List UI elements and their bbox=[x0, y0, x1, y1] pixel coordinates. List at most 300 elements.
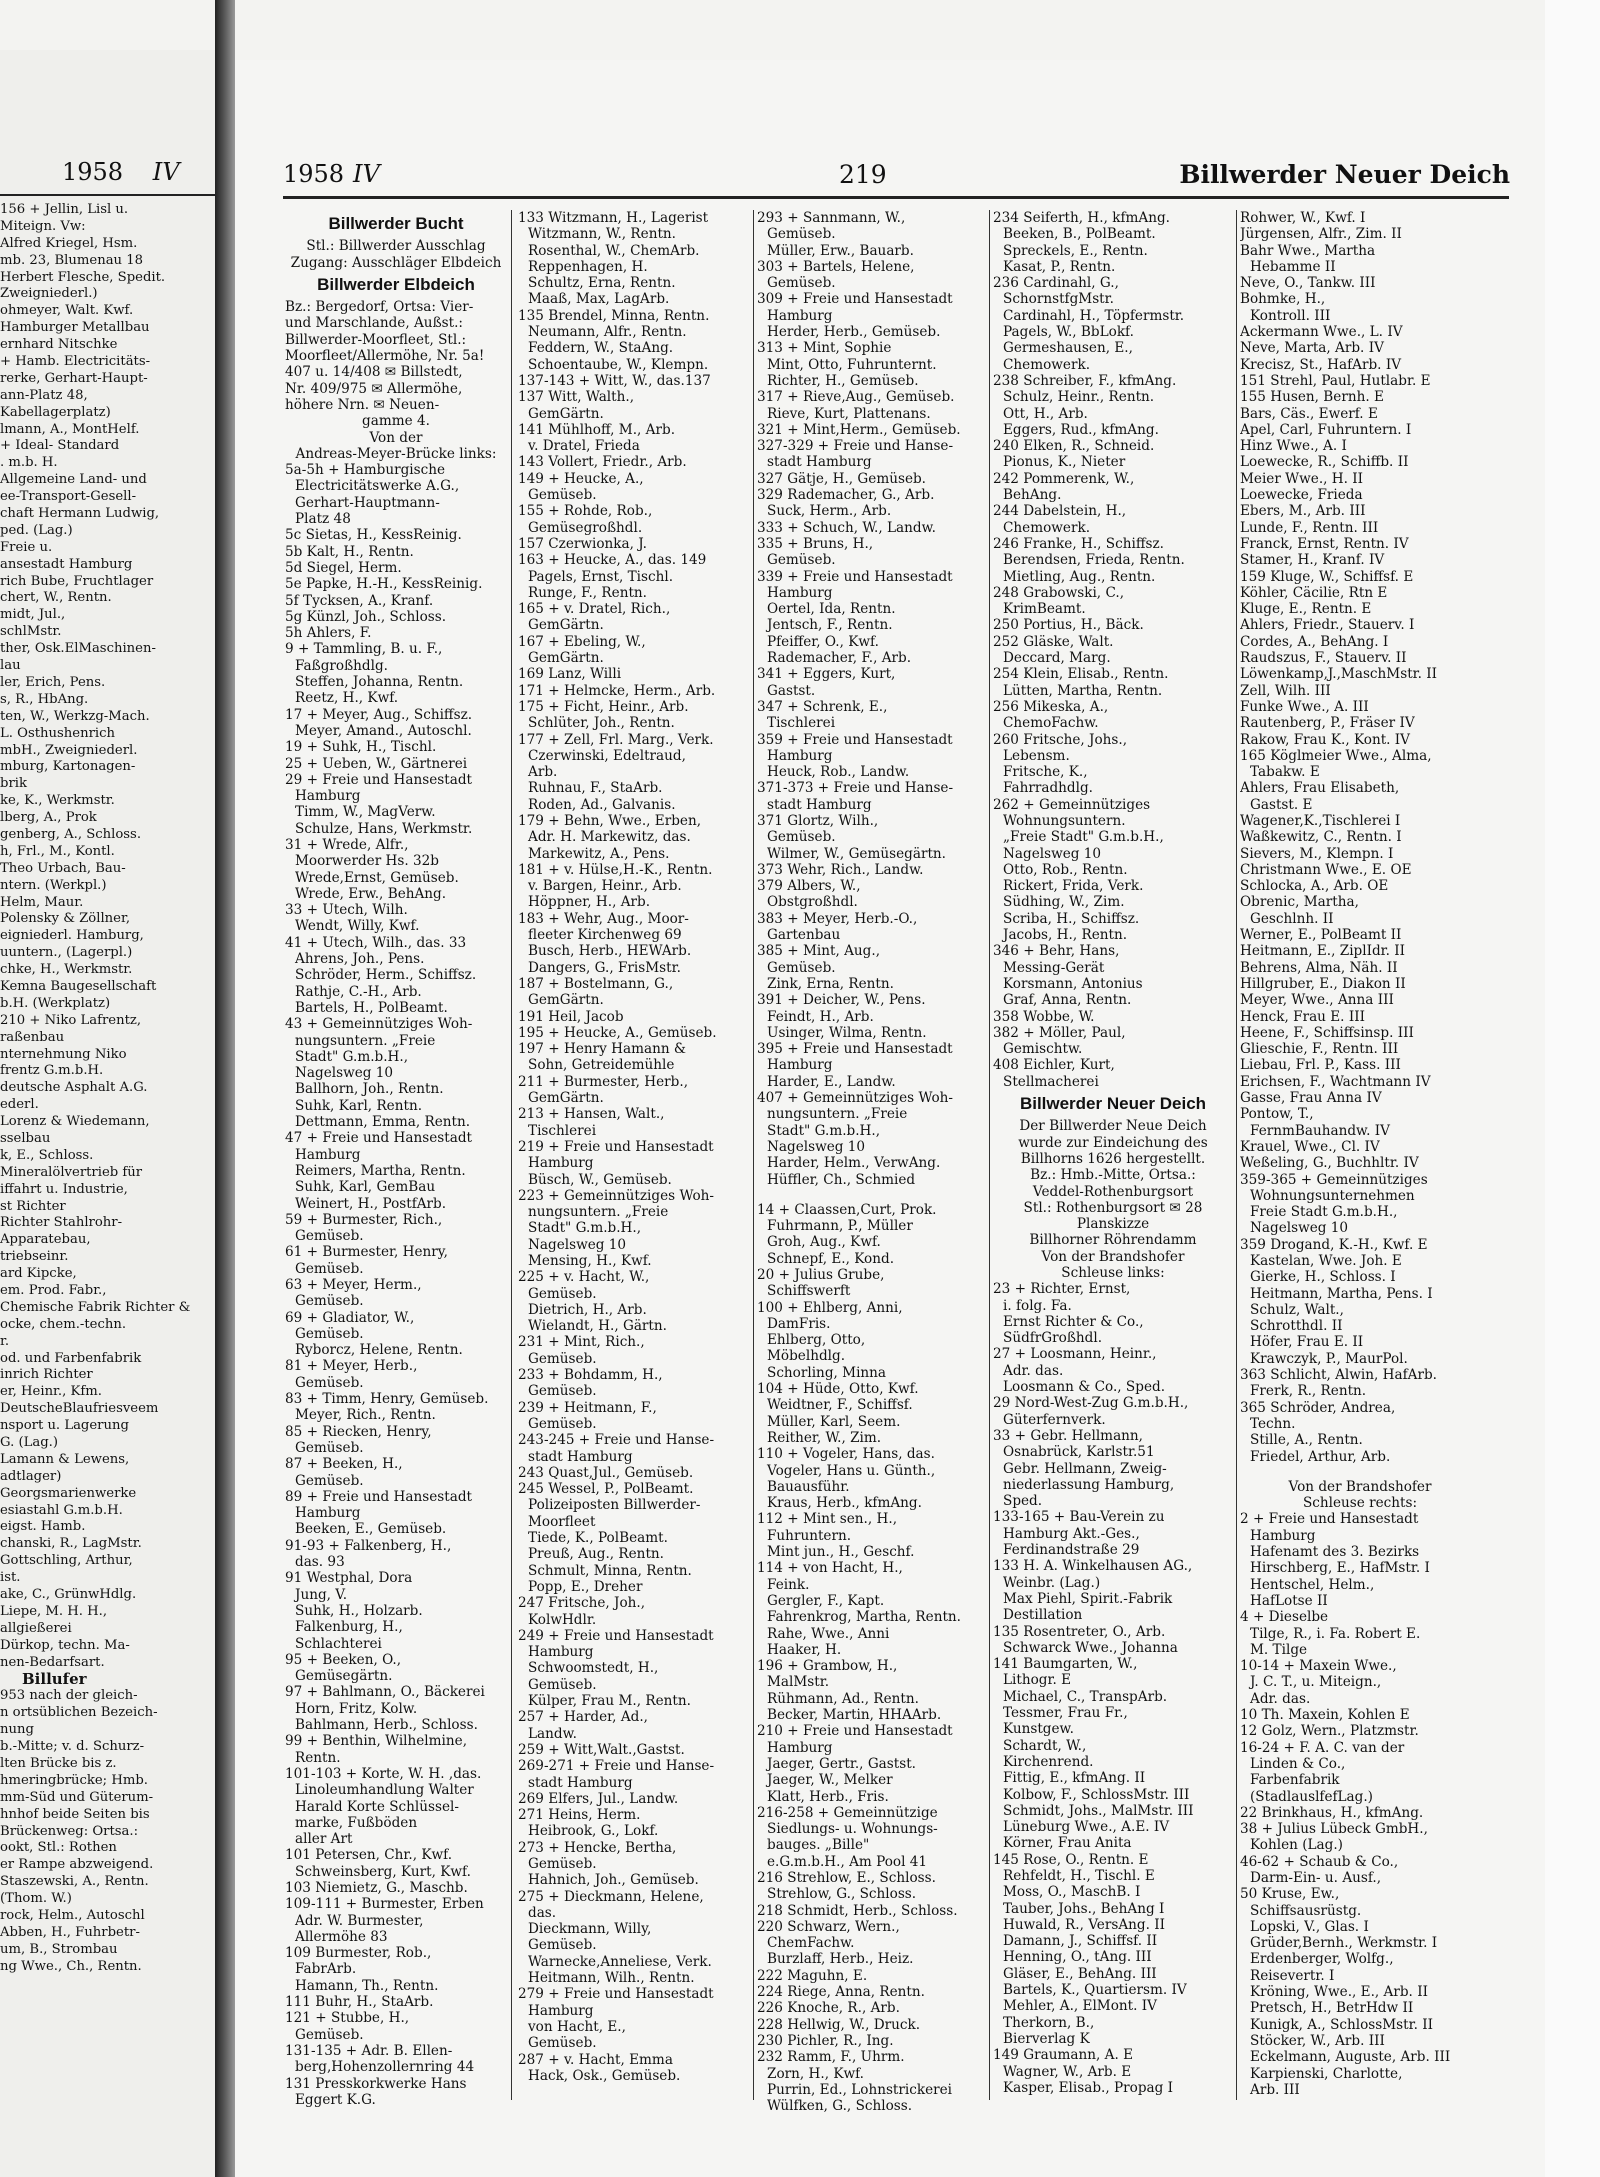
directory-entry: Fahrradhdlg. bbox=[1003, 780, 1093, 797]
directory-entry: Schrotthdl. II bbox=[1250, 1318, 1343, 1335]
directory-entry: Scriba, H., Schiffsz. bbox=[1003, 910, 1140, 927]
directory-entry: Hahnich, Joh., Gemüseb. bbox=[528, 1872, 699, 1889]
directory-entry: Nr. 409/975 ✉ Allermöhe, bbox=[285, 380, 463, 397]
directory-entry: 179 + Behn, Wwe., Erben, bbox=[518, 812, 702, 829]
directory-entry: Tabakw. E bbox=[1250, 764, 1320, 781]
column-divider bbox=[753, 210, 754, 2100]
directory-entry: 359-365 + Gemeinnütziges bbox=[1240, 1171, 1428, 1188]
directory-entry: Moorwerder Hs. 32b bbox=[295, 853, 440, 870]
directory-entry: 383 + Meyer, Herb.-O., bbox=[757, 910, 918, 927]
directory-entry: 382 + Möller, Paul, bbox=[993, 1024, 1126, 1041]
directory-entry: 20 + Julius Grube, bbox=[757, 1267, 885, 1283]
directory-entry: 273 + Hencke, Bertha, bbox=[518, 1839, 677, 1856]
directory-entry: Haaker, H. bbox=[767, 1641, 842, 1658]
directory-entry: 303 + Bartels, Helene, bbox=[757, 258, 915, 275]
directory-entry: 329 Rademacher, G., Arb. bbox=[757, 487, 935, 504]
directory-entry: Billwerder-Moorfleet, Stl.: bbox=[285, 331, 467, 348]
directory-entry: Warnecke,Anneliese, Verk. bbox=[528, 1953, 712, 1970]
directory-entry: 327-329 + Freie und Hanse- bbox=[757, 438, 954, 455]
directory-entry: 5c Sietas, H., KessReinig. bbox=[285, 527, 462, 544]
directory-line: lberg, A., Prok bbox=[0, 810, 97, 826]
directory-entry: Lüneburg Wwe., A.E. IV bbox=[1003, 1819, 1170, 1836]
directory-entry: Busch, Herb., HEWArb. bbox=[528, 943, 692, 960]
directory-entry: Loewecke, Frieda bbox=[1240, 487, 1363, 504]
directory-entry: Rehfeldt, H., Tischl. E bbox=[1003, 1867, 1155, 1884]
directory-entry: 231 + Mint, Rich., bbox=[518, 1334, 645, 1351]
directory-entry: 33 + Utech, Wilh. bbox=[285, 902, 408, 919]
directory-entry: 211 + Burmester, Herb., bbox=[518, 1073, 689, 1090]
directory-entry: 104 + Hüde, Otto, Kwf. bbox=[757, 1381, 919, 1398]
directory-entry: Pagels, Ernst, Tischl. bbox=[528, 568, 674, 585]
directory-column-4 bbox=[993, 210, 1233, 2096]
directory-line: ernhard Nitschke bbox=[0, 337, 118, 353]
directory-entry: Gemüseb. bbox=[528, 487, 597, 504]
directory-entry: 385 + Mint, Aug., bbox=[757, 943, 881, 960]
directory-entry: Suhk, Karl, GemBau bbox=[295, 1179, 436, 1196]
directory-entry: Kolbow, F., SchlossMstr. III bbox=[1003, 1786, 1190, 1803]
directory-entry: 5d Siegel, Herm. bbox=[285, 559, 402, 576]
directory-entry: 29 + Freie und Hansestadt bbox=[285, 771, 472, 788]
directory-entry: Ruhnau, F., StaArb. bbox=[528, 780, 663, 797]
directory-entry: Feddern, W., StaAng. bbox=[528, 340, 674, 357]
directory-entry: Zell, Wilh. III bbox=[1240, 682, 1331, 699]
directory-entry: Feink. bbox=[767, 1576, 810, 1593]
directory-entry: Ahlers, Friedr., Stauerv. I bbox=[1240, 617, 1415, 634]
directory-entry: Graf, Anna, Rentn. bbox=[1003, 992, 1132, 1009]
directory-entry: 220 Schwarz, Wern., bbox=[757, 1918, 900, 1935]
directory-entry: Harald Korte Schlüssel- bbox=[295, 1798, 459, 1815]
directory-entry: Hamburg Akt.-Ges., bbox=[1003, 1525, 1140, 1542]
directory-entry: 260 Fritsche, Johs., bbox=[993, 731, 1128, 748]
directory-entry: M. Tilge bbox=[1250, 1641, 1308, 1658]
left-page-header bbox=[62, 158, 180, 186]
directory-entry: 287 + v. Hacht, Emma bbox=[518, 2051, 673, 2068]
directory-entry: 313 + Mint, Sophie bbox=[757, 340, 892, 357]
directory-entry: Siedlungs- u. Wohnungs- bbox=[767, 1821, 938, 1838]
directory-entry: Schmidt, Johs., MalMstr. III bbox=[1003, 1802, 1194, 1819]
directory-entry: 371 Glortz, Wilh., bbox=[757, 812, 879, 829]
directory-column-2 bbox=[518, 210, 750, 2084]
directory-line: + Hamb. Electricitäts- bbox=[0, 354, 151, 370]
directory-line: Mineralölvertrieb für bbox=[0, 1164, 143, 1180]
directory-entry: Heitmann, E., ZiplIdr. II bbox=[1240, 943, 1406, 960]
directory-line: nternehmung Niko bbox=[0, 1046, 127, 1062]
directory-entry: Heuck, Rob., Landw. bbox=[767, 764, 910, 781]
directory-entry: Werner, E., PolBeamt II bbox=[1240, 927, 1402, 944]
directory-entry: Waßkewitz, C., Rentn. I bbox=[1240, 829, 1402, 846]
directory-entry: Stamer, H., Kranf. IV bbox=[1240, 552, 1385, 569]
directory-line: + Ideal- Standard bbox=[0, 438, 120, 454]
directory-entry: Linoleumhandlung Walter bbox=[295, 1782, 474, 1799]
directory-line: allgießerei bbox=[0, 1620, 72, 1636]
directory-line: mb. 23, Blumenau 18 bbox=[0, 252, 144, 268]
directory-entry: 197 + Henry Hamann & bbox=[518, 1041, 687, 1058]
directory-entry: 5f Tycksen, A., Kranf. bbox=[285, 592, 434, 609]
directory-entry: 365 Schröder, Andrea, bbox=[1240, 1399, 1396, 1416]
directory-entry: Zorn, H., Kwf. bbox=[767, 2065, 865, 2082]
directory-entry: Gemüseb. bbox=[528, 1350, 597, 1367]
directory-entry: Mehler, A., ElMont. IV bbox=[1003, 1998, 1157, 2015]
right-page bbox=[235, 60, 1545, 2177]
directory-line: schlMstr. bbox=[0, 624, 62, 640]
directory-line: h, Frl., M., Kontl. bbox=[0, 843, 115, 859]
directory-entry: Heitmann, Martha, Pens. I bbox=[1250, 1285, 1433, 1302]
directory-entry: Stadt" G.m.b.H., bbox=[767, 1122, 881, 1139]
directory-line: ntern. (Werkpl.) bbox=[0, 877, 107, 893]
directory-entry: Hebamme II bbox=[1250, 258, 1336, 275]
directory-entry: Feindt, H., Arb. bbox=[767, 1008, 874, 1025]
directory-entry: 27 + Loosmann, Heinr., bbox=[993, 1346, 1157, 1363]
directory-entry: Rohwer, W., Kwf. I bbox=[1240, 210, 1366, 226]
directory-entry: 233 + Bohdamm, H., bbox=[518, 1367, 663, 1384]
directory-entry: Hamburg bbox=[295, 1146, 361, 1163]
directory-entry: Strehlow, G., Schloss. bbox=[767, 1886, 917, 1903]
directory-entry: Rakow, Frau K., Kont. IV bbox=[1240, 731, 1410, 748]
directory-entry: i. folg. Fa. bbox=[1003, 1297, 1072, 1314]
directory-line: Herbert Flesche, Spedit. bbox=[0, 269, 166, 285]
directory-entry: 252 Gläske, Walt. bbox=[993, 633, 1114, 650]
directory-entry: Pagels, W., BbLokf. bbox=[1003, 324, 1134, 341]
directory-entry: 121 + Stubbe, H., bbox=[285, 2010, 410, 2027]
directory-entry: Apel, Carl, Fuhruntern. I bbox=[1240, 421, 1412, 438]
directory-line: mm-Süd und Güterum- bbox=[0, 1789, 154, 1805]
directory-entry: Fuhrmann, P., Müller bbox=[767, 1218, 913, 1235]
directory-entry: Funke Wwe., A. III bbox=[1240, 698, 1369, 715]
directory-entry: Adr. H. Markewitz, das. bbox=[528, 829, 691, 846]
directory-entry: Schweinsberg, Kurt, Kwf. bbox=[295, 1863, 471, 1880]
directory-entry: Weinbr. (Lag.) bbox=[1003, 1574, 1101, 1591]
directory-entry: Gemüseb. bbox=[528, 1415, 597, 1432]
directory-line: frentz G.m.b.H. bbox=[0, 1063, 104, 1079]
directory-line: Zweigniederl.) bbox=[0, 286, 98, 302]
directory-entry: Tischlerei bbox=[767, 715, 836, 732]
directory-entry: GemGärtn. bbox=[528, 1090, 604, 1107]
directory-line: lau bbox=[0, 658, 21, 674]
directory-entry: 256 Mikeska, A., bbox=[993, 698, 1109, 715]
directory-line: midt, Jul., bbox=[0, 607, 66, 623]
directory-entry: KrimBeamt. bbox=[1003, 601, 1086, 618]
directory-entry: Klatt, Herb., Fris. bbox=[767, 1788, 889, 1805]
directory-entry: Wagener,K.,Tischlerei I bbox=[1240, 812, 1401, 829]
directory-entry: 191 Heil, Jacob bbox=[518, 1008, 624, 1025]
directory-line: chke, H., Werkmstr. bbox=[0, 962, 133, 978]
directory-entry: v. Bargen, Heinr., Arb. bbox=[528, 878, 682, 895]
directory-entry: Pontow, T., bbox=[1240, 1106, 1314, 1123]
directory-entry: Jung, V. bbox=[295, 1586, 348, 1603]
directory-entry: 309 + Freie und Hansestadt bbox=[757, 291, 953, 308]
directory-entry: 5h Ahlers, F. bbox=[285, 625, 372, 642]
directory-entry: Fahrenkrog, Martha, Rentn. bbox=[767, 1609, 961, 1626]
directory-entry: 234 Seiferth, H., kfmAng. bbox=[993, 210, 1170, 226]
directory-entry: das. bbox=[528, 1904, 557, 1921]
directory-entry: Kluge, E., Rentn. E bbox=[1240, 601, 1372, 618]
directory-entry: Deccard, Marg. bbox=[1003, 650, 1111, 667]
directory-line: od. und Farbenfabrik bbox=[0, 1350, 142, 1366]
directory-line: chanski, R., LagMstr. bbox=[0, 1536, 142, 1552]
directory-entry: ChemFachw. bbox=[767, 1935, 855, 1952]
directory-entry: 114 + von Hacht, H., bbox=[757, 1560, 903, 1577]
directory-entry: Hamburg bbox=[767, 307, 833, 324]
directory-entry: Heitmann, Wilh., Rentn. bbox=[528, 1970, 695, 1987]
directory-entry: 358 Wobbe, W. bbox=[993, 1008, 1095, 1025]
directory-line: Kemna Baugesellschaft bbox=[0, 978, 157, 994]
directory-entry: 257 + Harder, Ad., bbox=[518, 1709, 648, 1726]
directory-entry: Burzlaff, Herb., Heiz. bbox=[767, 1951, 914, 1968]
directory-entry: Der Billwerder Neue Deich bbox=[1019, 1118, 1207, 1135]
section-heading: Billwerder Neuer Deich bbox=[1019, 1096, 1207, 1113]
directory-entry: Von der Brandshofer bbox=[1288, 1478, 1432, 1495]
directory-line: um, B., Strombau bbox=[0, 1941, 118, 1957]
directory-entry: Höppner, H., Arb. bbox=[528, 894, 651, 911]
directory-entry: Hillgruber, E., Diakon II bbox=[1240, 975, 1406, 992]
directory-entry: Stl.: Billwerder Ausschlag bbox=[306, 238, 486, 255]
directory-entry: 169 Lanz, Willi bbox=[518, 666, 622, 683]
column-divider bbox=[989, 210, 990, 2100]
directory-entry: 230 Pichler, R., Ing. bbox=[757, 2032, 894, 2049]
directory-entry: 12 Golz, Wern., Platzmstr. bbox=[1240, 1723, 1419, 1740]
directory-entry: Techn. bbox=[1250, 1415, 1296, 1432]
directory-entry: Hamann, Th., Rentn. bbox=[295, 1977, 439, 1994]
directory-entry: GemGärtn. bbox=[528, 992, 604, 1009]
directory-line: Staszewski, A., Rentn. bbox=[0, 1874, 149, 1890]
directory-line: Helm, Maur. bbox=[0, 894, 84, 910]
directory-line: Liepe, M. H. H., bbox=[0, 1603, 108, 1619]
directory-entry: 2 + Freie und Hansestadt bbox=[1240, 1511, 1419, 1528]
directory-entry: Ballhorn, Joh., Rentn. bbox=[295, 1081, 444, 1098]
directory-entry: Meyer, Rich., Rentn. bbox=[295, 1407, 436, 1424]
directory-entry: aller Art bbox=[295, 1831, 353, 1848]
directory-entry: Dettmann, Emma, Rentn. bbox=[295, 1114, 471, 1131]
directory-entry: 395 + Freie und Hansestadt bbox=[757, 1041, 953, 1058]
directory-entry: 5e Papke, H.-H., KessReinig. bbox=[285, 576, 483, 593]
directory-entry: Gemüseb. bbox=[767, 552, 836, 569]
directory-line: n ortsüblichen Bezeich- bbox=[0, 1705, 158, 1721]
directory-entry: Cordes, A., BehAng. I bbox=[1240, 633, 1389, 650]
directory-entry: Liebau, Frl. P., Kass. III bbox=[1240, 1057, 1401, 1074]
directory-entry: Eggers, Rud., kfmAng. bbox=[1003, 421, 1159, 438]
directory-entry: Jaeger, Gertr., Gastst. bbox=[767, 1755, 916, 1772]
directory-entry: Richter, H., Gemüseb. bbox=[767, 372, 919, 389]
page-edge bbox=[1545, 0, 1600, 2177]
directory-entry: Glieschie, F., Rentn. III bbox=[1240, 1041, 1399, 1058]
directory-entry: 110 + Vogeler, Hans, das. bbox=[757, 1446, 935, 1463]
directory-entry: Hamburg bbox=[295, 1505, 361, 1522]
directory-entry: 69 + Gladiator, W., bbox=[285, 1309, 415, 1326]
directory-entry: 43 + Gemeinnütziges Woh- bbox=[285, 1016, 473, 1033]
directory-line: nen-Bedarfsart. bbox=[0, 1654, 105, 1670]
directory-entry: Bohmke, H., bbox=[1240, 291, 1326, 308]
directory-line: ohmeyer, Walt. Kwf. bbox=[0, 303, 134, 319]
directory-entry: Chemowerk. bbox=[1003, 356, 1091, 373]
directory-entry: Bierverlag K bbox=[1003, 2030, 1090, 2047]
directory-entry: 242 Pommerenk, W., bbox=[993, 470, 1135, 487]
directory-line: ederl. bbox=[0, 1097, 39, 1113]
directory-entry: Dietrich, H., Arb. bbox=[528, 1301, 647, 1318]
directory-entry: Becker, Martin, HHAArb. bbox=[767, 1707, 942, 1724]
directory-entry: Ernst Richter & Co., bbox=[1003, 1313, 1144, 1330]
directory-entry: 228 Hellwig, W., Druck. bbox=[757, 2016, 921, 2033]
directory-entry: Neve, Marta, Arb. IV bbox=[1240, 340, 1384, 357]
directory-entry: Tessmer, Frau Fr., bbox=[1003, 1705, 1128, 1722]
directory-entry: Reppenhagen, H. bbox=[528, 258, 648, 275]
directory-entry: Gemüseb. bbox=[528, 1937, 597, 1954]
directory-entry: Schiffsausrüstg. bbox=[1250, 1902, 1362, 1919]
section-heading: Billwerder Bucht bbox=[328, 216, 464, 233]
directory-entry: e.G.m.b.H., Am Pool 41 bbox=[767, 1853, 928, 1870]
directory-entry: 247 Fritsche, Joh., bbox=[518, 1595, 646, 1612]
directory-line: (Thom. W.) bbox=[0, 1891, 72, 1907]
directory-entry: 133-165 + Bau-Verein zu bbox=[993, 1509, 1165, 1526]
directory-entry: Gartenbau bbox=[767, 927, 841, 944]
directory-entry: Chemowerk. bbox=[1003, 519, 1091, 536]
directory-entry: Nagelsweg 10 bbox=[528, 1236, 627, 1253]
directory-line: ng Wwe., Ch., Rentn. bbox=[0, 1958, 142, 1974]
directory-entry: Korsmann, Antonius bbox=[1003, 975, 1143, 992]
directory-entry: Tilge, R., i. Fa. Robert E. bbox=[1250, 1625, 1421, 1642]
directory-entry: Gemüseb. bbox=[528, 1383, 597, 1400]
directory-entry: Gläser, E., BehAng. III bbox=[1003, 1965, 1157, 1982]
directory-entry: Frerk, R., Rentn. bbox=[1250, 1383, 1367, 1400]
directory-entry: Schardt, W., bbox=[1003, 1737, 1087, 1754]
directory-entry: 109-111 + Burmester, Erben bbox=[285, 1896, 484, 1913]
directory-entry: 210 + Freie und Hansestadt bbox=[757, 1723, 953, 1740]
directory-line: adtlager) bbox=[0, 1468, 62, 1484]
directory-entry: BehAng. bbox=[1003, 487, 1062, 504]
directory-line: Lorenz & Wiedemann, bbox=[0, 1114, 150, 1130]
directory-entry: 254 Klein, Elisab., Rentn. bbox=[993, 666, 1169, 683]
directory-entry: Rickert, Frida, Verk. bbox=[1003, 878, 1144, 895]
directory-line: Dürkop, techn. Ma- bbox=[0, 1637, 130, 1653]
directory-column-1 bbox=[285, 210, 507, 2108]
directory-entry: Schwarck Wwe., Johanna bbox=[1003, 1639, 1178, 1656]
directory-line: Kabellagerplatz) bbox=[0, 404, 111, 420]
directory-entry: Erdenberger, Wolfg., bbox=[1250, 1951, 1394, 1968]
directory-entry: 149 Graumann, A. E bbox=[993, 2047, 1134, 2064]
directory-entry: 279 + Freie und Hansestadt bbox=[518, 1986, 714, 2003]
directory-entry: Bartels, H., PolBeamt. bbox=[295, 999, 448, 1016]
directory-line: rerke, Gerhart-Haupt- bbox=[0, 370, 148, 386]
directory-entry: Pfeiffer, O., Kwf. bbox=[767, 633, 879, 650]
directory-entry: DamFris. bbox=[767, 1315, 831, 1332]
directory-entry: das. 93 bbox=[295, 1554, 345, 1571]
directory-entry: J. C. T., u. Miteign., bbox=[1250, 1674, 1382, 1691]
directory-entry: Pretsch, H., BetrHdw II bbox=[1250, 2000, 1414, 2017]
directory-entry: Rosenthal, W., ChemArb. bbox=[528, 242, 700, 259]
directory-line: eigst. Hamb. bbox=[0, 1519, 86, 1535]
directory-entry: Rautenberg, P., Fräser IV bbox=[1240, 715, 1415, 732]
directory-entry: nungsuntern. „Freie bbox=[528, 1204, 669, 1221]
left-page bbox=[0, 50, 216, 2177]
directory-entry: Güterfernverk. bbox=[1003, 1411, 1106, 1428]
directory-entry: Von der Brandshofer bbox=[1041, 1248, 1185, 1265]
directory-entry: Oertel, Ida, Rentn. bbox=[767, 601, 896, 618]
directory-entry: Hüffler, Ch., Schmied bbox=[767, 1171, 916, 1188]
directory-entry: Ferdinandstraße 29 bbox=[1003, 1542, 1140, 1559]
directory-line: sselbau bbox=[0, 1130, 51, 1146]
directory-entry: 333 + Schuch, W., Landw. bbox=[757, 519, 936, 536]
directory-entry: Sohn, Getreidemühle bbox=[528, 1057, 675, 1074]
directory-entry: Hentschel, Helm., bbox=[1250, 1576, 1375, 1593]
directory-entry: stadt Hamburg bbox=[528, 1774, 633, 1791]
directory-entry: fleeter Kirchenweg 69 bbox=[528, 927, 682, 944]
directory-entry: Schleuse links: bbox=[1061, 1265, 1165, 1281]
directory-entry: 50 Kruse, Ew., bbox=[1240, 1886, 1340, 1903]
directory-entry: 59 + Burmester, Rich., bbox=[285, 1211, 443, 1228]
directory-line: 953 nach der gleich- bbox=[0, 1688, 138, 1704]
directory-line: rock, Helm., Autoschl bbox=[0, 1907, 145, 1923]
left-page-entries bbox=[0, 202, 215, 1976]
directory-line: lmann, A., MontHelf. bbox=[0, 421, 140, 437]
directory-entry: Kasat, P., Rentn. bbox=[1003, 258, 1116, 275]
directory-entry: Ebers, M., Arb. III bbox=[1240, 503, 1366, 520]
directory-entry: 141 Mühlhoff, M., Arb. bbox=[518, 421, 676, 438]
directory-entry: 379 Albers, W., bbox=[757, 878, 861, 895]
directory-entry: Hamburg bbox=[767, 1739, 833, 1756]
directory-entry: 83 + Timm, Henry, Gemüseb. bbox=[285, 1391, 489, 1408]
directory-entry: Gierke, H., Schloss. I bbox=[1250, 1269, 1396, 1286]
directory-entry: 167 + Ebeling, W., bbox=[518, 633, 646, 650]
directory-entry: Rahe, Wwe., Anni bbox=[767, 1625, 890, 1642]
directory-line: Allgemeine Land- und bbox=[0, 472, 147, 488]
directory-entry: Krecisz, St., HafArb. IV bbox=[1240, 356, 1402, 373]
directory-entry: 145 Rose, O., Rentn. E bbox=[993, 1851, 1149, 1868]
directory-entry: stadt Hamburg bbox=[767, 454, 872, 471]
directory-entry: Jürgensen, Alfr., Zim. II bbox=[1240, 226, 1402, 243]
directory-line: 210 + Niko Lafrentz, bbox=[0, 1012, 142, 1028]
directory-line: k, E., Schloss. bbox=[0, 1147, 94, 1163]
directory-line: Apparatebau, bbox=[0, 1232, 91, 1248]
directory-entry: Schulz, Walt., bbox=[1250, 1301, 1344, 1318]
directory-entry: Sped. bbox=[1003, 1493, 1043, 1510]
directory-line: genberg, A., Schloss. bbox=[0, 826, 142, 842]
directory-entry: Markewitz, A., Pens. bbox=[528, 845, 670, 862]
directory-entry: 239 + Heitmann, F., bbox=[518, 1399, 657, 1416]
directory-entry: Reimers, Martha, Rentn. bbox=[295, 1162, 466, 1179]
directory-entry: 25 + Ueben, W., Gärtnerei bbox=[285, 755, 468, 772]
directory-entry: 275 + Dieckmann, Helene, bbox=[518, 1888, 704, 1905]
directory-entry: 133 Witzmann, H., Lagerist bbox=[518, 210, 709, 226]
directory-entry: 135 Rosentreter, O., Arb. bbox=[993, 1623, 1166, 1640]
directory-entry: 250 Portius, H., Bäck. bbox=[993, 617, 1144, 634]
directory-line: chert, W., Rentn. bbox=[0, 590, 112, 606]
directory-entry: v. Dratel, Frieda bbox=[528, 438, 640, 455]
directory-entry: Suhk, Karl, Rentn. bbox=[295, 1097, 423, 1114]
directory-entry: Von der bbox=[369, 429, 423, 446]
directory-entry: Gerhart-Hauptmann- bbox=[295, 494, 440, 511]
directory-line: triebseinr. bbox=[0, 1249, 69, 1265]
directory-entry: Neve, O., Tankw. III bbox=[1240, 275, 1376, 292]
directory-line: G. (Lag.) bbox=[0, 1435, 58, 1451]
directory-entry: Mint, Otto, Fuhrunternt. bbox=[767, 356, 937, 373]
directory-entry: 131 Presskorkwerke Hans bbox=[285, 2075, 467, 2092]
directory-entry: Bz.: Hmb.-Mitte, Ortsa.: bbox=[1030, 1167, 1196, 1184]
directory-entry: Kunigk, A., SchlossMstr. II bbox=[1250, 2016, 1433, 2033]
directory-entry: Rieve, Kurt, Plattenans. bbox=[767, 405, 931, 422]
directory-entry: Ott, H., Arb. bbox=[1003, 405, 1088, 422]
directory-entry: Müller, Erw., Bauarb. bbox=[767, 242, 914, 259]
directory-entry: Platz 48 bbox=[295, 511, 351, 528]
directory-entry: Zugang: Ausschläger Elbdeich bbox=[290, 254, 502, 271]
directory-entry: Schulze, Hans, Werkmstr. bbox=[295, 820, 473, 837]
directory-entry: 100 + Ehlberg, Anni, bbox=[757, 1299, 903, 1316]
directory-entry: 226 Knoche, R., Arb. bbox=[757, 2000, 900, 2017]
directory-entry: Obstgroßhdl. bbox=[767, 894, 858, 911]
directory-entry: 187 + Bostelmann, G., bbox=[518, 975, 674, 992]
directory-entry: 407 u. 14/408 ✉ Billstedt, bbox=[285, 364, 463, 381]
directory-entry: Mensing, H., Kwf. bbox=[528, 1253, 652, 1269]
directory-entry: Tauber, Johs., BehAng I bbox=[1003, 1900, 1165, 1917]
directory-entry: Müller, Karl, Seem. bbox=[767, 1413, 901, 1430]
